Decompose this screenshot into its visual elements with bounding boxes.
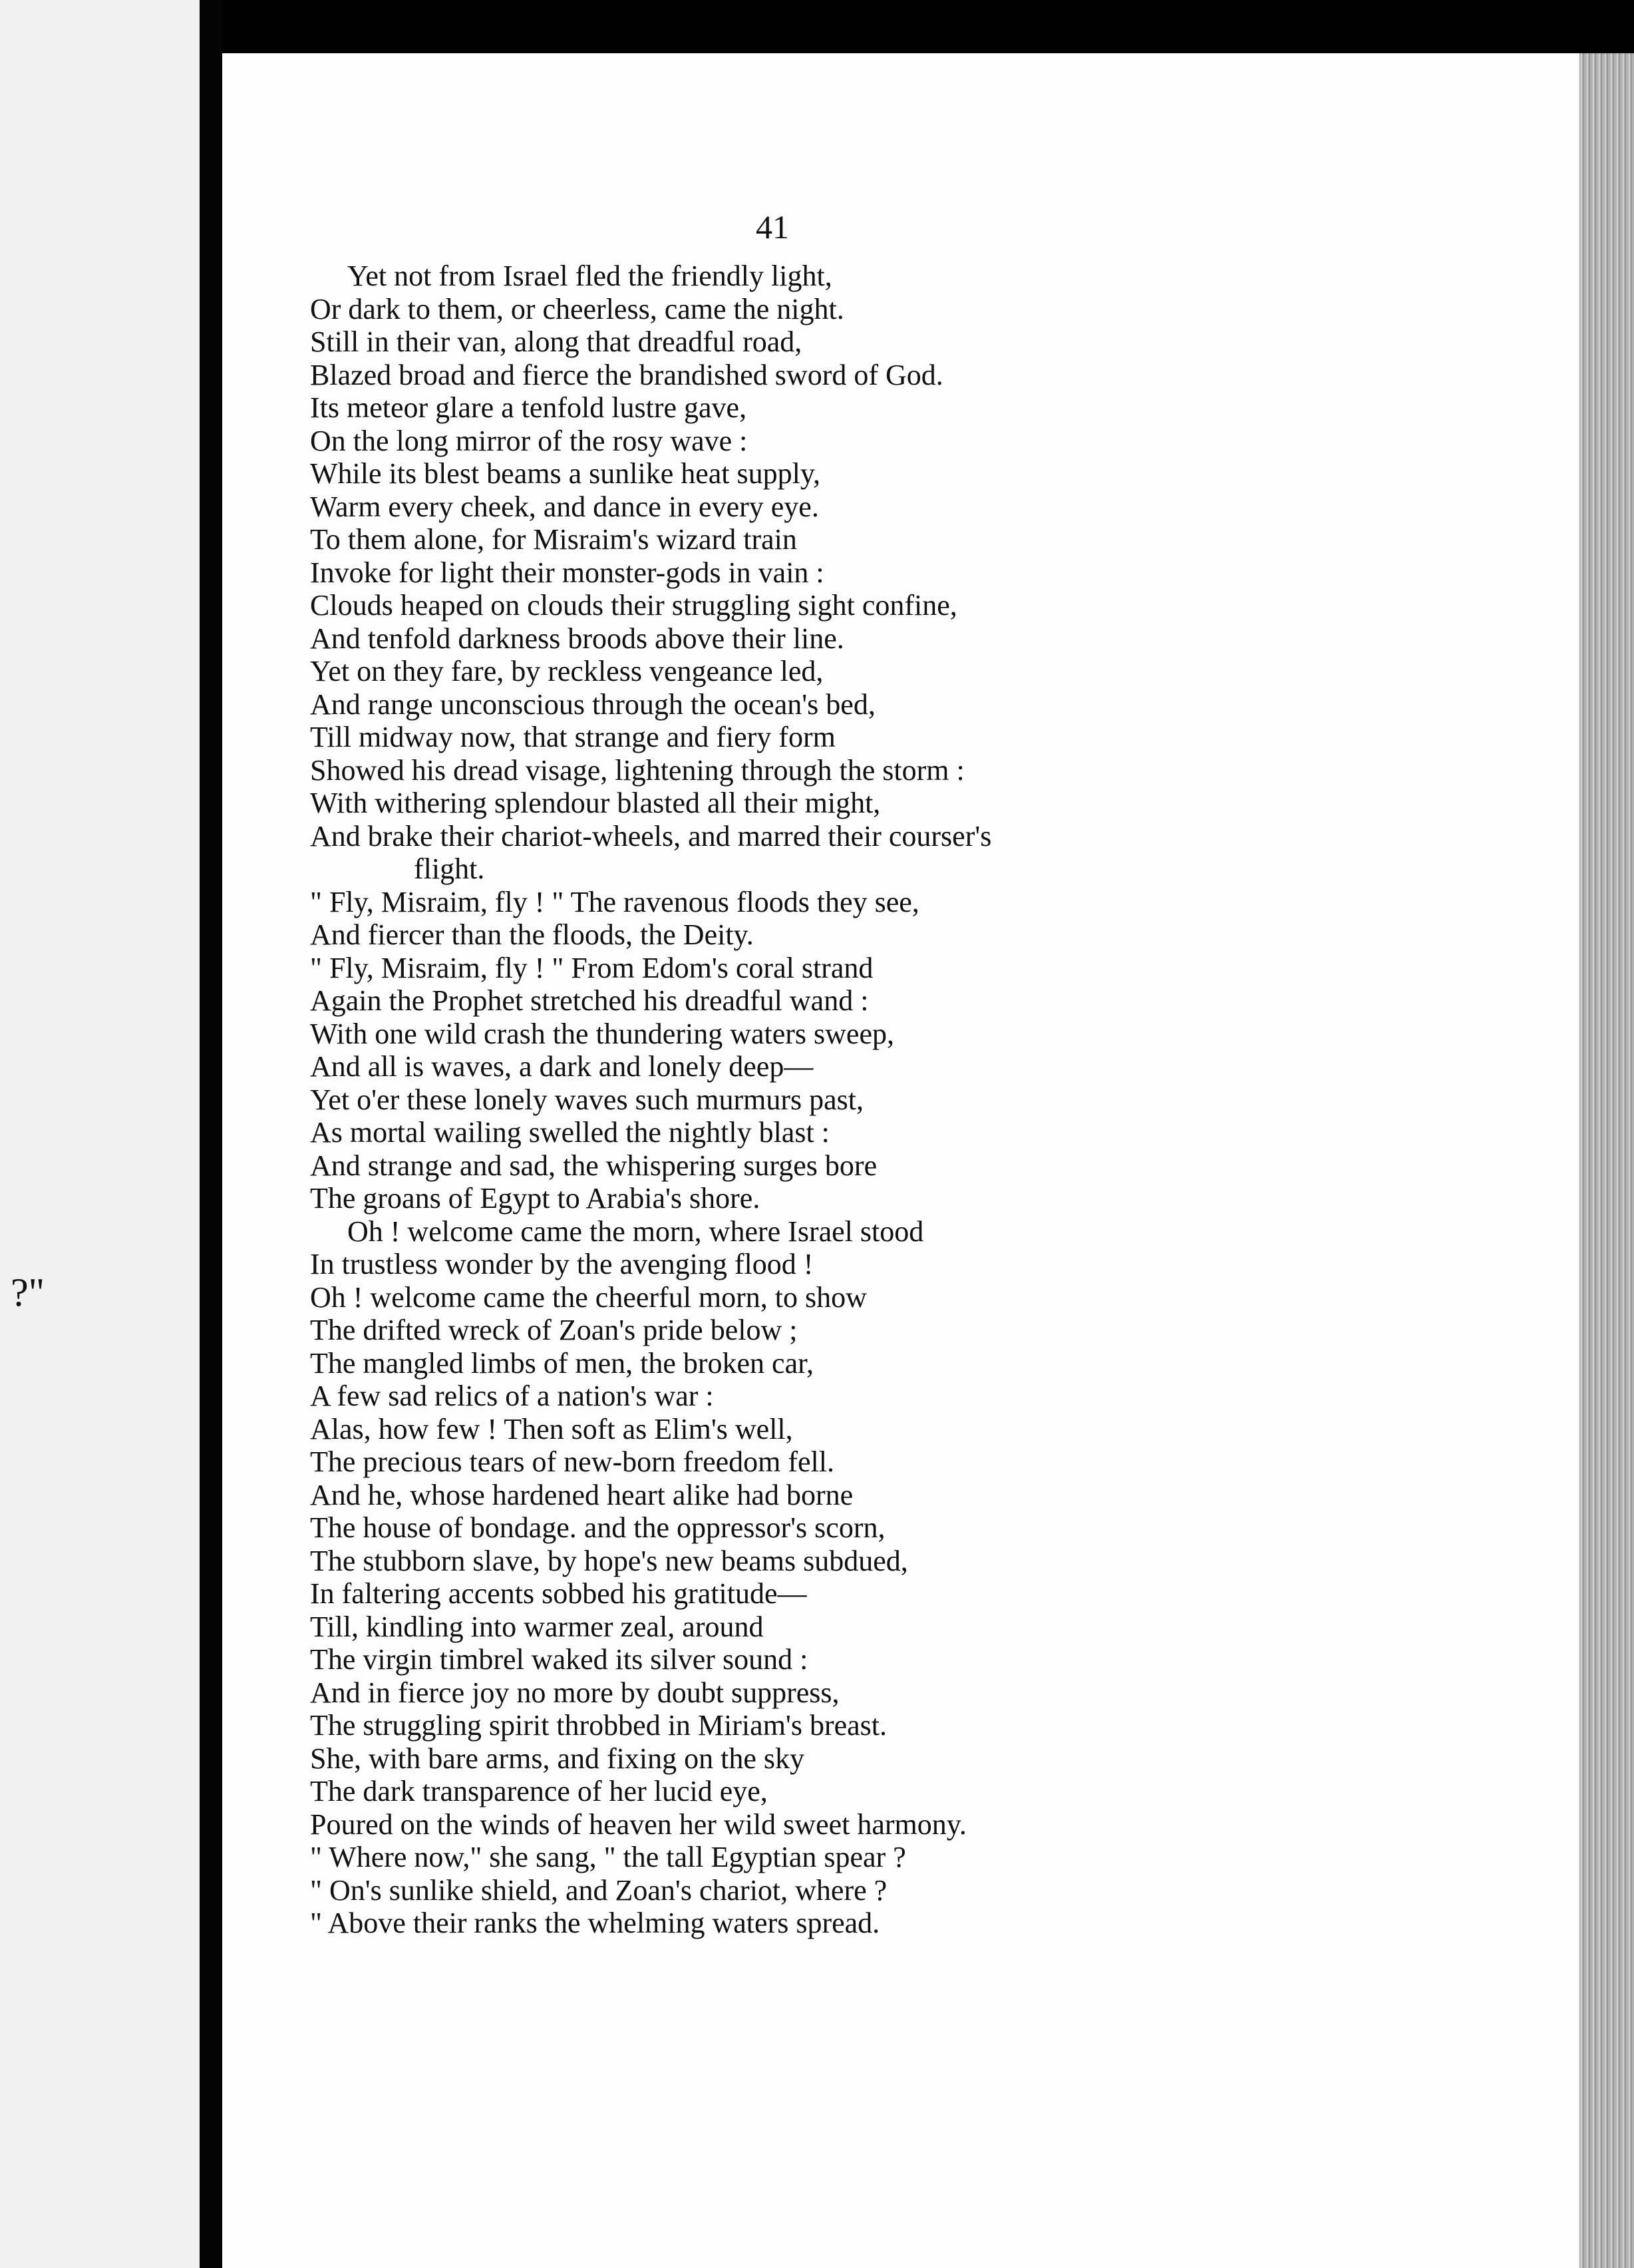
poem-line: " Above their ranks the whelming waters spread.	[310, 1907, 880, 1939]
poem-line: " Fly, Misraim, fly ! " From Edom's coral strand	[310, 951, 874, 984]
poem-line: And range unconscious through the ocean's bed,	[310, 687, 876, 721]
poem-line: The mangled limbs of men, the broken car,	[310, 1346, 814, 1380]
poem-line: Blazed broad and fierce the brandished sword of God.	[310, 358, 943, 391]
poem-line: Oh ! welcome came the morn, where Israel stood	[347, 1215, 924, 1248]
poem-line: The virgin timbrel waked its silver sound :	[310, 1643, 808, 1676]
poem-line: Till midway now, that strange and fiery form	[310, 721, 836, 753]
poem-line: Its meteor glare a tenfold lustre gave,	[310, 391, 747, 424]
poem-line: The stubborn slave, by hope's new beams subdued,	[310, 1544, 908, 1577]
poem-line: In faltering accents sobbed his gratitude—	[310, 1577, 807, 1610]
poem-line: To them alone, for Misraim's wizard train	[310, 523, 797, 556]
poem-line: Alas, how few ! Then soft as Elim's well,	[310, 1412, 793, 1445]
poem-line: Poured on the winds of heaven her wild sweet harmony.	[310, 1807, 967, 1841]
poem-line: Or dark to them, or cheerless, came the night.	[310, 292, 844, 325]
poem-line: A few sad relics of a nation's war :	[310, 1380, 714, 1412]
poem-line: And he, whose hardened heart alike had borne	[310, 1478, 854, 1511]
poem-line: Warm every cheek, and dance in every eye.	[310, 490, 819, 523]
poem-line: And brake their chariot-wheels, and marred their courser's	[310, 819, 992, 852]
poem-line: On the long mirror of the rosy wave :	[310, 424, 748, 457]
poem-line: And in fierce joy no more by doubt suppress,	[310, 1676, 840, 1709]
poem-line: Yet not from Israel fled the friendly light,	[347, 260, 832, 292]
poem-line: In trustless wonder by the avenging flood !	[310, 1248, 814, 1280]
poem-line: Showed his dread visage, lightening through the storm :	[310, 753, 965, 787]
poem-line: flight.	[414, 852, 485, 885]
poem-line: Yet on they fare, by reckless vengeance led,	[310, 655, 824, 687]
poem-line: " Where now," she sang, " the tall Egyptian spear ?	[310, 1841, 906, 1873]
poem-line: " Fly, Misraim, fly ! " The ravenous floods they see,	[310, 885, 919, 918]
poem-line: Again the Prophet stretched his dreadful wand :	[310, 984, 869, 1017]
poem-line: And tenfold darkness broods above their line.	[310, 622, 844, 655]
poem-line: The dark transparence of her lucid eye,	[310, 1775, 768, 1807]
poem-line: As mortal wailing swelled the nightly blast :	[310, 1116, 830, 1149]
facing-page	[0, 0, 200, 2268]
poem-line: Clouds heaped on clouds their struggling sight confine,	[310, 589, 957, 622]
poem-line: And all is waves, a dark and lonely deep—	[310, 1050, 814, 1083]
page-number: 41	[756, 208, 789, 246]
poem-line: And strange and sad, the whispering surges bore	[310, 1149, 878, 1182]
poem-line: The drifted wreck of Zoan's pride below ;	[310, 1314, 798, 1346]
facing-page-text-fragment: ?"	[11, 1270, 45, 1314]
poem-line: " On's sunlike shield, and Zoan's chariot, where ?	[310, 1873, 888, 1907]
poem-line: And fiercer than the floods, the Deity.	[310, 918, 754, 951]
poem-line: Invoke for light their monster-gods in vain :	[310, 556, 824, 589]
poem-line: Still in their van, along that dreadful road,	[310, 325, 802, 358]
poem-line: While its blest beams a sunlike heat supply,	[310, 457, 820, 490]
poem-line: The struggling spirit throbbed in Miriam's breast.	[310, 1709, 888, 1742]
poem-line: She, with bare arms, and fixing on the sky	[310, 1742, 804, 1775]
poem-line: With withering splendour blasted all their might,	[310, 787, 881, 819]
page-edges	[1579, 53, 1634, 2268]
poem-line: Till, kindling into warmer zeal, around	[310, 1610, 764, 1643]
poem-line: Yet o'er these lonely waves such murmurs past,	[310, 1083, 864, 1116]
poem-line: With one wild crash the thundering waters sweep,	[310, 1017, 894, 1050]
book-gutter	[200, 0, 222, 2268]
poem-line: Oh ! welcome came the cheerful morn, to show	[310, 1280, 867, 1314]
poem-line: The groans of Egypt to Arabia's shore.	[310, 1182, 760, 1215]
poem-line: The house of bondage. and the oppressor's scorn,	[310, 1511, 886, 1544]
poem-text	[310, 260, 991, 1940]
poem-line: The precious tears of new-born freedom fell.	[310, 1445, 835, 1478]
